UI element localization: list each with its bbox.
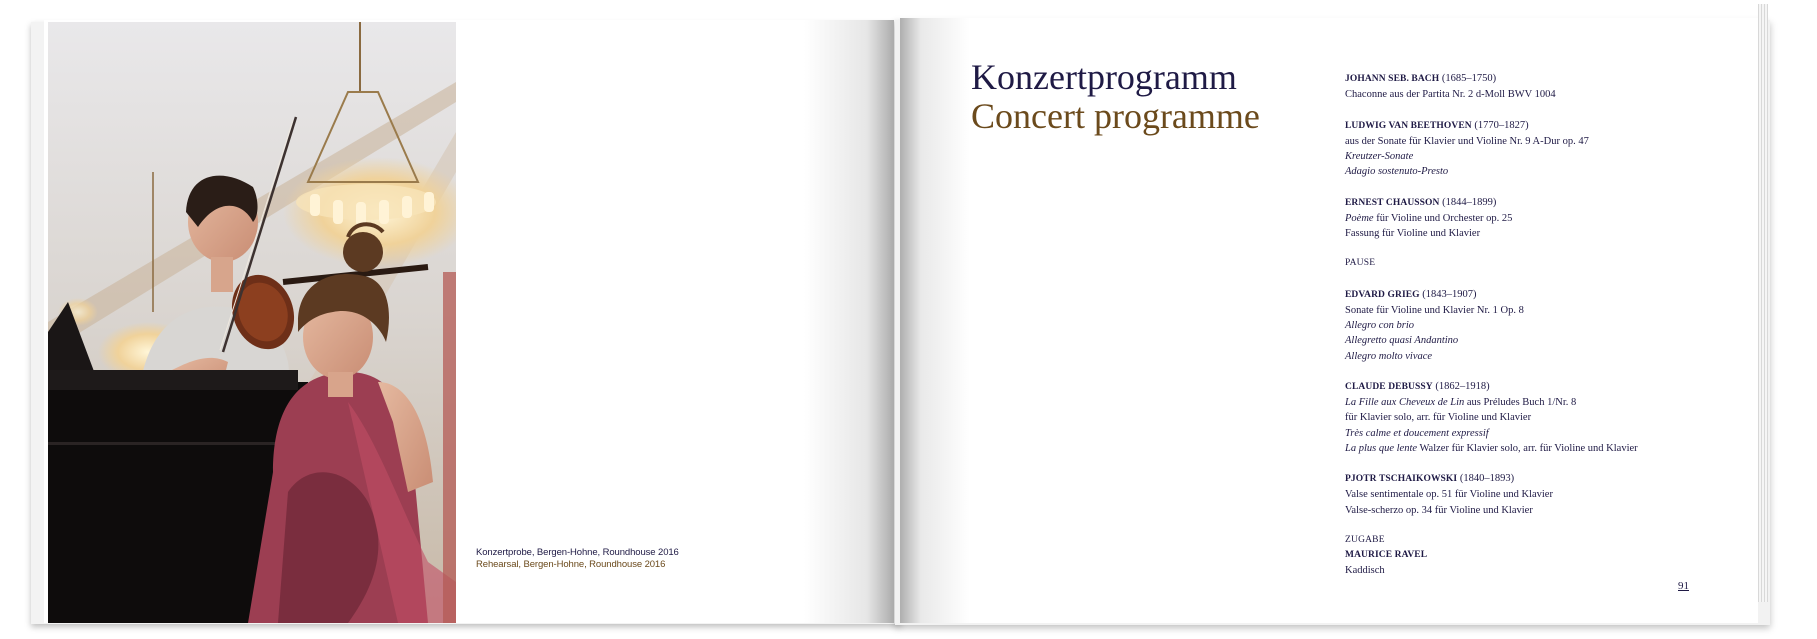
- composer-name: CLAUDE DEBUSSY: [1345, 381, 1433, 392]
- program-entry-beethoven: [1345, 118, 1745, 180]
- composer-dates: (1840–1893): [1459, 473, 1515, 485]
- work-movement: Très calme et doucement expressif: [1345, 427, 1489, 439]
- photo-caption-german: Konzertprobe, Bergen-Hohne, Roundhouse 2016: [476, 547, 679, 558]
- encore-label: ZUGABE: [1345, 534, 1385, 545]
- work-title: Chaconne aus der Partita Nr. 2 d-Moll BWV 1004: [1345, 89, 1556, 101]
- composer-name: ERNEST CHAUSSON: [1345, 197, 1440, 208]
- page-title-english: Concert programme: [971, 96, 1260, 136]
- composer-name: LUDWIG VAN BEETHOVEN: [1345, 120, 1472, 131]
- program-entry-tschaikowski: [1345, 471, 1745, 518]
- work-subtitle: Kreutzer-Sonate: [1345, 151, 1414, 162]
- work-title-italic: La Fille aux Cheveux de Lin: [1345, 397, 1465, 409]
- program-entry-grieg: [1345, 287, 1745, 364]
- composer-dates: (1843–1907): [1422, 288, 1477, 300]
- concert-program-list: [1345, 71, 1745, 579]
- photo-caption-english: Rehearsal, Bergen-Hohne, Roundhouse 2016: [476, 559, 666, 570]
- program-pause: [1345, 256, 1745, 271]
- composer-name: PJOTR TSCHAIKOWSKI: [1345, 474, 1458, 485]
- page-number: 91: [1678, 580, 1689, 592]
- right-page: [900, 18, 1758, 623]
- work-movement: Adagio sostenuto-Presto: [1345, 166, 1449, 178]
- work-title-rest: Walzer für Klavier solo, arr. für Violine und Klavier: [1417, 442, 1638, 454]
- page-edge-lines: [1758, 4, 1768, 602]
- right-gutter-shadow: [900, 18, 970, 623]
- composer-dates: (1844–1899): [1442, 196, 1497, 208]
- work-title-rest: aus Préludes Buch 1/Nr. 8: [1464, 397, 1577, 409]
- work-title: Valse sentimentale op. 51 für Violine und Klavier: [1345, 489, 1553, 501]
- work-title: aus der Sonate für Klavier und Violine Nr. 9 A-Dur op. 47: [1345, 135, 1589, 147]
- work-arrangement: für Klavier solo, arr. für Violine und Klavier: [1345, 412, 1532, 424]
- work-movement: Allegro con brio: [1345, 320, 1415, 332]
- composer-name: EDVARD GRIEG: [1345, 289, 1420, 300]
- work-title-italic: La plus que lente: [1345, 442, 1418, 454]
- work-movement: Allegretto quasi Andantino: [1345, 335, 1459, 347]
- left-page: [44, 20, 894, 623]
- composer-dates: (1862–1918): [1435, 380, 1490, 392]
- work-version: Fassung für Violine und Klavier: [1345, 228, 1481, 239]
- work-title-italic: Poème: [1345, 212, 1374, 224]
- work-movement: Allegro molto vivace: [1345, 350, 1433, 362]
- composer-name: JOHANN SEB. BACH: [1345, 74, 1440, 84]
- work-title: Valse-scherzo op. 34 für Violine und Klavier: [1345, 504, 1533, 516]
- page-title-german: Konzertprogramm: [971, 57, 1237, 97]
- program-entry-chausson: [1345, 195, 1745, 242]
- work-title-rest: für Violine und Orchester op. 25: [1373, 212, 1513, 224]
- program-encore: [1345, 533, 1745, 579]
- work-title: Sonate für Violine und Klavier Nr. 1 Op. 8: [1345, 304, 1524, 316]
- left-gutter-shadow: [804, 20, 894, 623]
- program-entry-debussy: [1345, 379, 1745, 456]
- pause-label: PAUSE: [1345, 258, 1376, 269]
- composer-dates: (1770–1827): [1474, 119, 1529, 131]
- composer-dates: (1685–1750): [1441, 73, 1497, 84]
- rehearsal-photo: [48, 22, 456, 623]
- composer-name: MAURICE RAVEL: [1345, 550, 1428, 561]
- program-entry-bach: [1345, 71, 1745, 102]
- work-title: Kaddisch: [1345, 565, 1385, 577]
